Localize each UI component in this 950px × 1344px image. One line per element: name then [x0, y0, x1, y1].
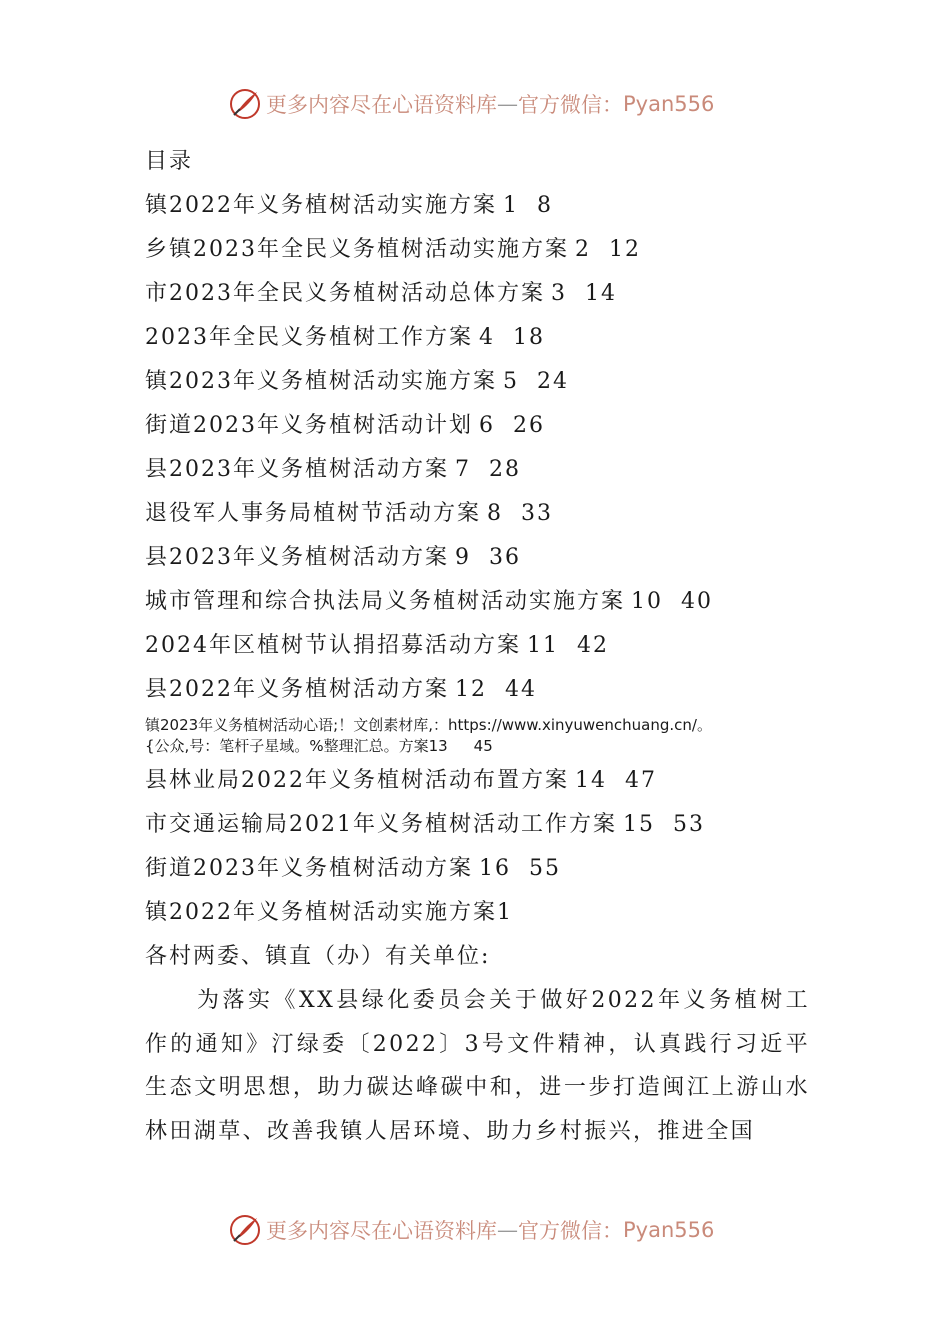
toc-item [145, 316, 810, 360]
toc-item-title: 市2023年全民义务植树活动总体方案 [145, 281, 545, 306]
toc-item-page: 53 [673, 812, 705, 837]
toc-item-title: 退役军人事务局植树节活动方案 [145, 501, 482, 526]
toc-item-title: 市交通运输局2021年义务植树活动工作方案 [145, 812, 617, 837]
toc-item [145, 404, 810, 448]
toc-item [145, 536, 810, 580]
header-watermark [228, 86, 714, 122]
footer-watermark [228, 1212, 714, 1248]
toc-list-continued [145, 759, 810, 891]
toc-item [145, 360, 810, 404]
toc-item-title: 2023年全民义务植树工作方案 [145, 325, 473, 350]
toc-item [145, 759, 810, 803]
watermark-text: 更多内容尽在心语资料库 [266, 1219, 497, 1243]
toc-note [145, 712, 810, 759]
toc-item-number: 15 [623, 812, 655, 837]
watermark-text: 更多内容尽在心语资料库 [266, 93, 497, 117]
toc-item-number: 14 [575, 768, 607, 793]
toc-item-page: 8 [537, 193, 553, 218]
toc-item-title: 县2023年义务植树活动方案 [145, 457, 449, 482]
toc-item [145, 184, 810, 228]
toc-item-title: 县林业局2022年义务植树活动布置方案 [145, 768, 569, 793]
watermark-id: Pyan556 [623, 92, 715, 116]
toc-item-number: 5 [503, 369, 519, 394]
toc-item-page: 47 [625, 768, 657, 793]
toc-item-number: 7 [455, 457, 471, 482]
toc-note-line2 [145, 736, 810, 757]
toc-note-page: 45 [473, 737, 493, 755]
toc-item-page: 24 [537, 369, 569, 394]
toc-item [145, 492, 810, 536]
toc-heading: 目录 [145, 149, 194, 174]
salutation: 各村两委、镇直（办）有关单位: [145, 944, 491, 969]
quill-circle-logo-icon [228, 1213, 262, 1247]
toc-item-title: 城市管理和综合执法局义务植树活动实施方案 [145, 589, 626, 614]
toc-item [145, 803, 810, 847]
toc-item-title: 街道2023年义务植树活动方案 [145, 856, 473, 881]
toc-item-title: 县2023年义务植树活动方案 [145, 545, 449, 570]
toc-item-page: 55 [529, 856, 561, 881]
watermark-separator: — [497, 92, 518, 116]
toc-item [145, 847, 810, 891]
document-body [145, 140, 810, 1153]
toc-item-page: 44 [505, 677, 537, 702]
quill-circle-logo-icon [228, 87, 262, 121]
section-title: 镇2022年义务植树活动实施方案1 [145, 900, 513, 925]
toc-item [145, 668, 810, 712]
toc-item [145, 580, 810, 624]
toc-item-number: 8 [487, 501, 504, 526]
toc-item-title: 县2022年义务植树活动方案 [145, 677, 449, 702]
toc-item [145, 448, 810, 492]
toc-item [145, 624, 810, 668]
toc-item-page: 12 [609, 237, 641, 262]
toc-item-page: 14 [585, 281, 617, 306]
watermark-label: 官方微信： [518, 93, 623, 117]
watermark-label: 官方微信： [518, 1219, 623, 1243]
toc-item-number: 10 [631, 589, 664, 614]
toc-item-title: 镇2022年义务植树活动实施方案 [145, 193, 497, 218]
toc-item [145, 272, 810, 316]
toc-item-number: 12 [455, 677, 487, 702]
toc-item-number: 6 [479, 413, 495, 438]
toc-note-line1: 镇2023年义务植树活动心语;！文创素材库,：https://www.xinyuwenchuang.cn/。 [145, 716, 712, 734]
toc-item-page: 26 [513, 413, 545, 438]
toc-item-number: 16 [479, 856, 511, 881]
toc-item-page: 36 [489, 545, 521, 570]
toc-item-number: 4 [479, 325, 495, 350]
toc-item-title: 镇2023年义务植树活动实施方案 [145, 369, 497, 394]
toc-item-title: 2024年区植树节认捐招募活动方案 [145, 633, 521, 658]
watermark-id: Pyan556 [623, 1218, 715, 1242]
toc-item [145, 228, 810, 272]
toc-item-number: 1 [503, 193, 519, 218]
toc-item-page: 28 [489, 457, 521, 482]
toc-item-number: 3 [551, 281, 567, 306]
toc-item-number: 2 [575, 237, 591, 262]
body-paragraph: 为落实《XX县绿化委员会关于做好2022年义务植树工作的通知》汀绿委〔2022〕3号文件精神，认真践行习近平生态文明思想，助力碳达峰碳中和，进一步打造闽江上游山水林田湖草、改善我镇人居环境、助力乡村振兴，推进全国 [145, 988, 810, 1144]
toc-list [145, 184, 810, 712]
watermark-separator: — [497, 1218, 518, 1242]
toc-item-page: 18 [513, 325, 545, 350]
toc-item-title: 乡镇2023年全民义务植树活动实施方案 [145, 237, 569, 262]
toc-item-number: 9 [455, 545, 471, 570]
toc-item-title: 街道2023年义务植树活动计划 [145, 413, 473, 438]
toc-item-number: 11 [527, 633, 559, 658]
toc-item-page: 42 [577, 633, 609, 658]
toc-item-page: 40 [681, 589, 714, 614]
toc-note-line2-text: {公众,号：笔杆子星域。%整理汇总。方案13 [145, 737, 448, 755]
toc-item-page: 33 [521, 501, 554, 526]
